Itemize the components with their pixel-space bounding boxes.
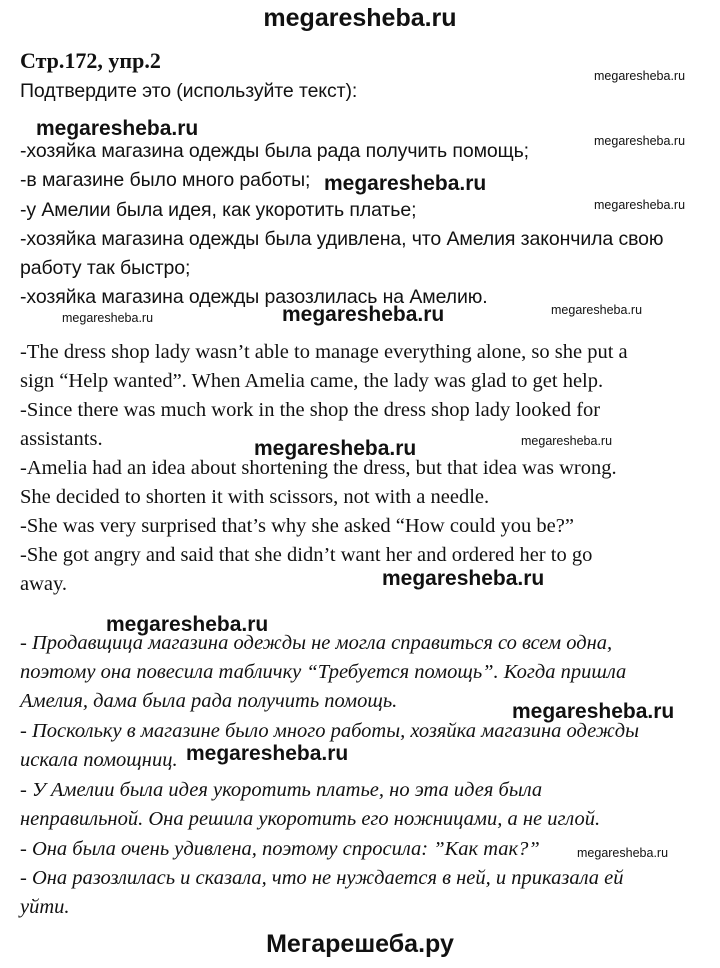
statement-line: -у Амелии была идея, как укоротить платье; [20, 199, 417, 221]
watermark: megaresheba.ru [577, 846, 669, 860]
watermark: megaresheba.ru [594, 198, 686, 212]
watermark: megaresheba.ru [382, 567, 545, 590]
russian-translation-line: искала помощниц. [20, 749, 178, 771]
english-answer-line: -She was very surprised that’s why she asked “How could you be?” [20, 515, 574, 537]
page-title: Стр.172, упр.2 [20, 48, 161, 73]
english-answer-line: sign “Help wanted”. When Amelia came, the lady was glad to get help. [20, 370, 604, 392]
russian-translation-line: - Она разозлилась и сказала, что не нуждается в ней, и приказала ей [20, 867, 624, 889]
watermark: megaresheba.ru [36, 117, 199, 140]
english-answer-line: -Amelia had an idea about shortening the dress, but that idea was wrong. [20, 457, 617, 479]
statement-line: -хозяйка магазина одежды разозлилась на Амелию. [20, 286, 488, 308]
statement-line: -хозяйка магазина одежды была рада получить помощь; [20, 140, 529, 162]
watermark: megaresheba.ru [324, 172, 487, 195]
watermark: megaresheba.ru [106, 613, 269, 636]
english-answer-line: She decided to shorten it with scissors, not with a needle. [20, 486, 490, 508]
statement-line: -хозяйка магазина одежды была удивлена, что Амелия закончила свою [20, 228, 664, 250]
watermark: megaresheba.ru [594, 134, 686, 148]
russian-translation-line: - Продавщица магазина одежды не могла справиться со всем одна, [20, 632, 613, 654]
english-answer-line: away. [20, 573, 68, 595]
russian-translation-line: Амелия, дама была рада получить помощь. [20, 690, 398, 712]
russian-translation-line: - Поскольку в магазине было много работы, хозяйка магазина одежды [20, 720, 640, 742]
russian-translation-line: - Она была очень удивлена, поэтому спросила: ”Как так?” [20, 838, 540, 860]
english-answer-line: -Since there was much work in the shop the dress shop lady looked for [20, 399, 601, 421]
english-answer-line: -She got angry and said that she didn’t want her and ordered her to go [20, 544, 593, 566]
english-answer-line: -The dress shop lady wasn’t able to manage everything alone, so she put a [20, 341, 628, 363]
watermark: megaresheba.ru [62, 311, 154, 325]
watermark: megaresheba.ru [254, 437, 417, 460]
russian-translation-line: уйти. [20, 896, 70, 918]
russian-translation-line: неправильной. Она решила укоротить его ножницами, а не иглой. [20, 808, 601, 830]
instruction: Подтвердите это (используйте текст): [20, 80, 358, 102]
russian-translation-line: - У Амелии была идея укоротить платье, но эта идея была [20, 779, 543, 801]
site-footer: Мегарешеба.ру [266, 930, 454, 958]
english-answer-line: assistants. [20, 428, 103, 450]
site-header: megaresheba.ru [263, 4, 457, 32]
statement-line: работу так быстро; [20, 257, 191, 279]
watermark: megaresheba.ru [282, 303, 445, 326]
watermark: megaresheba.ru [512, 700, 675, 723]
watermark: megaresheba.ru [521, 434, 613, 448]
watermark: megaresheba.ru [594, 69, 686, 83]
watermark: megaresheba.ru [186, 742, 349, 765]
russian-translation-line: поэтому она повесила табличку “Требуется помощь”. Когда пришла [20, 661, 627, 683]
watermark: megaresheba.ru [551, 303, 643, 317]
statement-line: -в магазине было много работы; [20, 169, 311, 191]
